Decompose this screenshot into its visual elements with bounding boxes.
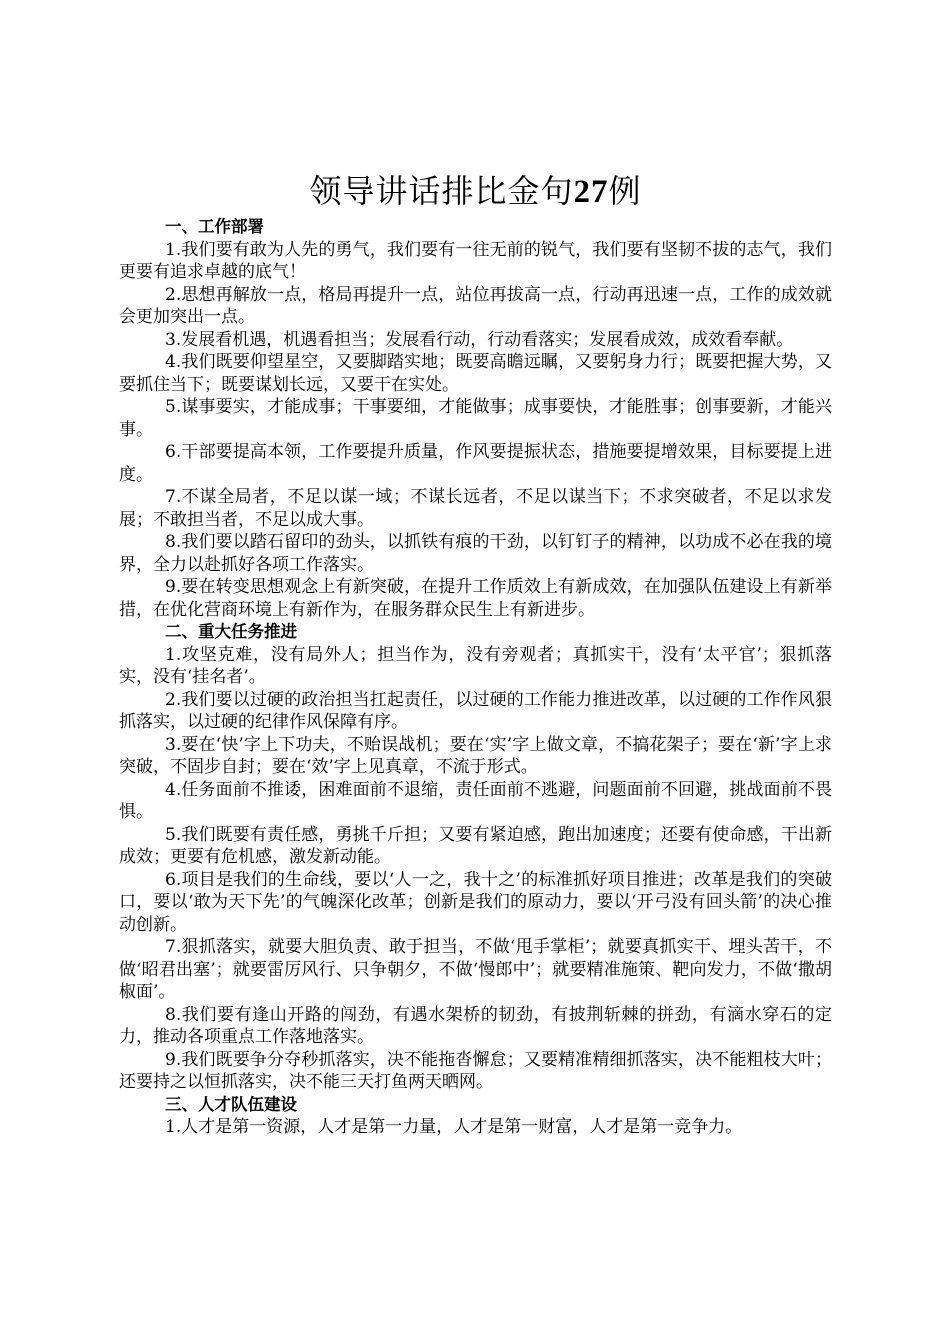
numbered-paragraph: 9.我们既要争分夺秒抓落实，决不能拖沓懈怠；又要精准精细抓落实，决不能粗枝大叶；还要持之以恒抓落实，决不能三天打鱼两天晒网。 [119,1049,832,1092]
document-title [119,168,832,214]
numbered-paragraph: 1.我们要有敢为人先的勇气，我们要有一往无前的锐气，我们要有坚韧不拔的志气，我们更要有追求卓越的底气！ [119,239,832,282]
numbered-paragraph: 3.要在‘快’字上下功夫，不贻误战机；要在‘实’字上做文章，不搞花架子；要在‘新’字上求突破，不固步自封；要在‘效’字上见真章，不流于形式。 [119,734,832,777]
numbered-paragraph: 5.我们既要有责任感，勇挑千斤担；又要有紧迫感，跑出加速度；还要有使命感，干出新成效；更要有危机感，激发新动能。 [119,824,832,867]
numbered-paragraph: 2.我们要以过硬的政治担当扛起责任，以过硬的工作能力推进改革，以过硬的工作作风狠抓落实，以过硬的纪律作风保障有序。 [119,689,832,732]
section-heading: 三、人才队伍建设 [165,1094,297,1114]
document-body [119,216,832,1139]
numbered-paragraph: 5.谋事要实，才能成事；干事要细，才能做事；成事要快，才能胜事；创事要新，才能兴事。 [119,397,832,440]
title-text: 领导讲话排比金句 [309,172,574,210]
section-heading: 一、工作部署 [165,217,264,236]
numbered-paragraph: 8.我们要以踏石留印的劲头，以抓铁有痕的干劲，以钉钉子的精神，以功成不必在我的境界，全力以赴抓好各项工作落实。 [119,532,832,575]
title-suffix: 例 [608,172,642,210]
numbered-paragraph: 8.我们要有逢山开路的闯劲，有遇水架桥的韧劲，有披荆斩棘的拼劲，有滴水穿石的定力，推动各项重点工作落地落实。 [119,1004,832,1047]
numbered-paragraph: 7.狠抓落实，就要大胆负责、敢于担当，不做‘甩手掌柜’；就要真抓实干、埋头苦干，不做‘昭君出塞’；就要雷厉风行、只争朝夕，不做‘慢郎中’；就要精准施策、靶向发力，不做‘撒胡椒面’。 [119,937,832,1002]
document-page [119,168,832,1139]
title-number: 27 [573,174,609,210]
numbered-paragraph: 4.我们既要仰望星空，又要脚踏实地；既要高瞻远瞩，又要躬身力行；既要把握大势，又要抓住当下；既要谋划长远，又要干在实处。 [119,352,832,395]
numbered-paragraph: 2.思想再解放一点，格局再提升一点，站位再拔高一点，行动再迅速一点，工作的成效就会更加突出一点。 [119,284,832,327]
section-heading: 二、重大任务推进 [165,622,297,641]
numbered-paragraph: 3.发展看机遇，机遇看担当；发展看行动，行动看落实；发展看成效，成效看奉献。 [165,329,794,350]
numbered-paragraph: 4.任务面前不推诿，困难面前不退缩，责任面前不逃避，问题面前不回避，挑战面前不畏惧。 [119,779,832,822]
document-section [119,216,832,621]
numbered-paragraph: 6.干部要提高本领，工作要提升质量，作风要提振状态，措施要提增效果，目标要提上进度。 [119,442,832,485]
numbered-paragraph: 1.人才是第一资源，人才是第一力量，人才是第一财富，人才是第一竞争力。 [165,1117,743,1137]
numbered-paragraph: 6.项目是我们的生命线，要以‘人一之，我十之’的标准抓好项目推进；改革是我们的突破口，要以‘敢为天下先’的气魄深化改革；创新是我们的原动力，要以‘开弓没有回头箭’的决心推动创新。 [119,869,832,935]
numbered-paragraph: 9.要在转变思想观念上有新突破，在提升工作质效上有新成效，在加强队伍建设上有新举措，在优化营商环境上有新作为，在服务群众民生上有新进步。 [119,577,832,620]
document-section [119,1094,832,1139]
document-section [119,621,832,1094]
numbered-paragraph: 1.攻坚克难，没有局外人；担当作为，没有旁观者；真抓实干，没有‘太平官’；狠抓落实，没有‘挂名者’。 [119,644,832,687]
numbered-paragraph: 7.不谋全局者，不足以谋一域；不谋长远者，不足以谋当下；不求突破者，不足以求发展；不敢担当者，不足以成大事。 [119,487,832,530]
